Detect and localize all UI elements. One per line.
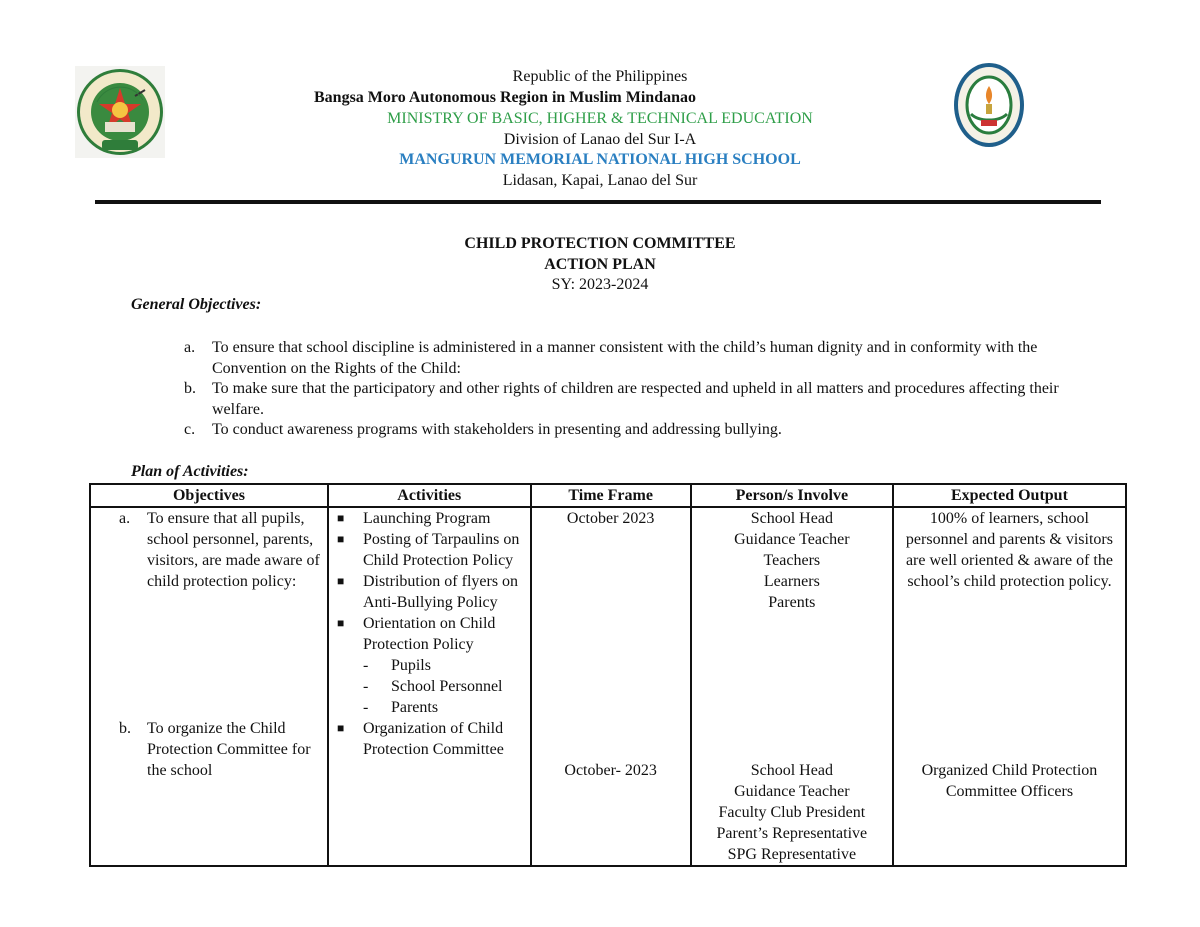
expected-output-b: Organized Child Protection Committee Officers [921,762,1098,800]
persons-involved-cell [691,507,893,866]
action-plan-table [89,483,1127,867]
person-entry: Faculty Club President [718,804,866,821]
list-item [184,379,1104,420]
activity-item [335,508,524,529]
square-bullet-icon: ■ [336,616,345,630]
activity-text: Launching Program [362,510,491,527]
person-entry: Guidance Teacher [734,783,850,800]
objective-letter: b. [119,720,131,737]
person-entry: SPG Representative [727,846,857,863]
activity-subitem-text: Pupils [390,657,431,674]
person-entry: Learners [763,573,820,590]
list-item-letter: a. [184,339,196,356]
activity-item [335,571,524,613]
table-header-row [90,484,1126,507]
general-objectives-heading: General Objectives: [131,296,262,313]
activity-subitem-text: Parents [390,699,439,716]
dash-marker: - [362,699,369,716]
activity-subitem [335,655,524,676]
column-header-persons-involved: Person/s Involve [691,484,893,507]
objectives-cell [90,507,328,866]
activity-subitem [335,697,524,718]
activity-item [335,718,524,760]
expected-output-cell [893,507,1126,866]
school-name-line: MANGURUN MEMORIAL NATIONAL HIGH SCHOOL [399,151,801,168]
region-line: Bangsa Moro Autonomous Region in Muslim Mindanao [314,89,696,106]
header-divider [95,200,1101,204]
square-bullet-icon: ■ [336,574,345,588]
person-entry: Guidance Teacher [734,531,850,548]
dash-marker: - [362,678,369,695]
list-item-text: To make sure that the participatory and other rights of children are respected and upheld in all matters and procedures affecting their welfare. [212,380,1059,418]
cell-spacer [698,613,886,760]
cell-spacer [97,592,321,718]
table-row [90,507,1126,866]
square-bullet-icon: ■ [336,721,345,735]
activities-cell [328,507,531,866]
list-item [184,338,1104,379]
division-line: Division of Lanao del Sur I-A [503,131,697,148]
cell-spacer [900,592,1119,760]
objective-letter: a. [119,510,131,527]
column-header-expected-output: Expected Output [893,484,1126,507]
activity-item [335,529,524,571]
time-frame-b: October- 2023 [564,762,657,779]
person-entry: Parent’s Representative [716,825,868,842]
objective-text: To organize the Child Protection Committee for the school [147,720,311,779]
school-year: SY: 2023-2024 [551,276,649,293]
dash-marker: - [362,657,369,674]
column-header-time-frame: Time Frame [531,484,691,507]
person-entry: Parents [768,594,816,611]
activity-item [335,613,524,655]
document-title: CHILD PROTECTION COMMITTEE [464,235,736,252]
expected-output-a: 100% of learners, school personnel and parents & visitors are well oriented & aware of the school’s child protection policy. [905,510,1113,590]
general-objectives-list [184,338,1104,441]
activity-text: Posting of Tarpaulins on Child Protection Policy [362,531,520,569]
time-frame-cell [531,507,691,866]
list-item-letter: b. [184,380,196,397]
plan-of-activities-heading: Plan of Activities: [131,463,249,480]
objective-item [97,718,321,781]
column-header-activities: Activities [328,484,531,507]
activity-text: Distribution of flyers on Anti-Bullying Policy [362,573,519,611]
square-bullet-icon: ■ [336,532,345,546]
list-item-text: To ensure that school discipline is administered in a manner consistent with the child’s human dignity and in conformity with the Convention on the Rights of the Child: [212,339,1038,377]
column-header-objectives: Objectives [90,484,328,507]
person-entry: Teachers [763,552,821,569]
person-entry: School Head [750,510,833,527]
objective-text: To ensure that all pupils, school personnel, parents, visitors, are made aware of child protection policy: [147,510,320,590]
time-frame-a: October 2023 [566,510,655,527]
activity-text: Organization of Child Protection Committee [362,720,504,758]
country-line: Republic of the Philippines [512,68,688,85]
school-address-line: Lidasan, Kapai, Lanao del Sur [502,172,698,189]
ministry-line: MINISTRY OF BASIC, HIGHER & TECHNICAL EDUCATION [387,110,813,127]
square-bullet-icon: ■ [336,511,345,525]
cell-spacer [538,529,684,760]
document-subtitle: ACTION PLAN [544,256,656,273]
list-item-letter: c. [184,421,196,438]
person-entry: School Head [750,762,833,779]
list-item [184,420,1104,441]
activity-subitem-text: School Personnel [390,678,503,695]
activity-subitem [335,676,524,697]
activity-text: Orientation on Child Protection Policy [362,615,496,653]
list-item-text: To conduct awareness programs with stakeholders in presenting and addressing bullying. [212,421,782,438]
objective-item [97,508,321,592]
